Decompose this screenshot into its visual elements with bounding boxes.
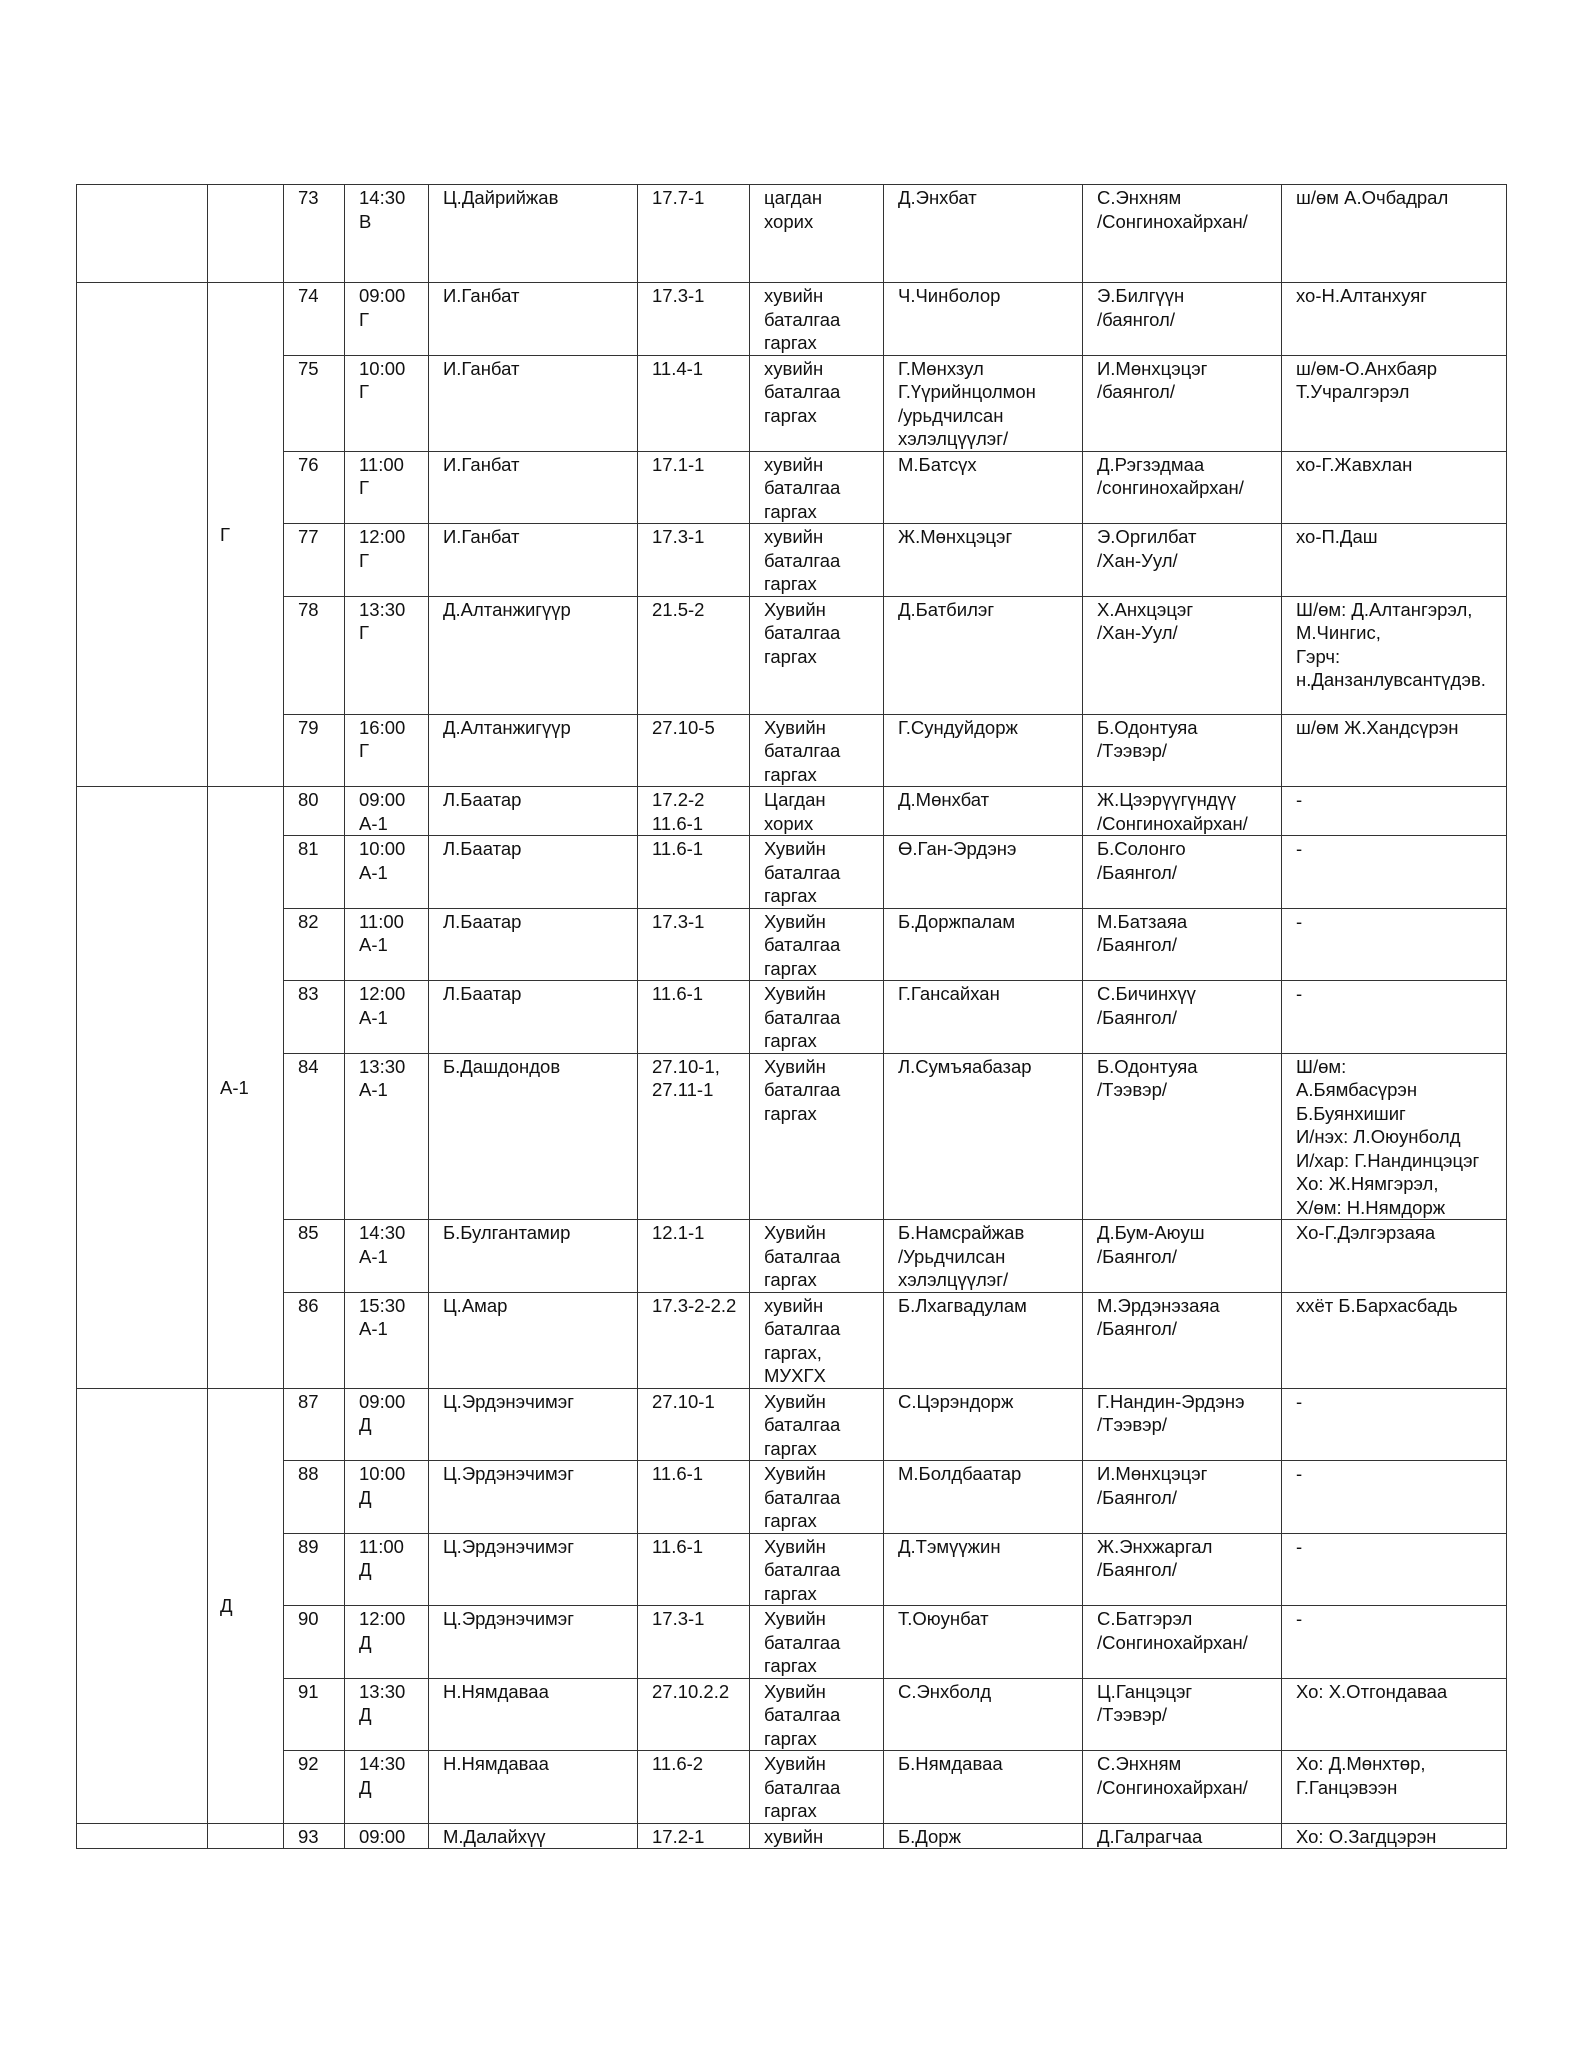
court-schedule-table (76, 184, 1507, 1849)
row-number-cell: 81 (284, 836, 345, 909)
table-row (77, 283, 1507, 356)
defendant-name-cell: Д.Энхбат (884, 185, 1083, 283)
preventive-measure-cell: Хувийн баталгаа гаргах (750, 1053, 884, 1220)
table-row (77, 1823, 1507, 1849)
criminal-code-article-cell: 27.10.2.2 (638, 1678, 750, 1751)
criminal-code-article-cell: 17.3-1 (638, 524, 750, 597)
table-row (77, 451, 1507, 524)
row-number-cell: 92 (284, 1751, 345, 1824)
preventive-measure-cell: Хувийн баталгаа гаргах (750, 908, 884, 981)
participants-cell: - (1282, 981, 1507, 1054)
criminal-code-article-cell: 17.3-1 (638, 908, 750, 981)
preventive-measure-cell: Хувийн баталгаа гаргах (750, 1678, 884, 1751)
prosecutor-name-cell: Ж.Энхжаргал /Баянгол/ (1083, 1533, 1282, 1606)
preventive-measure-cell: хувийн баталгаа гаргах (750, 451, 884, 524)
empty-column-cell (77, 185, 208, 283)
row-number-cell: 77 (284, 524, 345, 597)
criminal-code-article-cell: 11.6-1 (638, 1533, 750, 1606)
criminal-code-article-cell: 17.1-1 (638, 451, 750, 524)
defendant-name-cell: Д.Мөнхбат (884, 787, 1083, 836)
preventive-measure-cell: Хувийн баталгаа гаргах (750, 1388, 884, 1461)
table-row (77, 981, 1507, 1054)
judge-name-cell: Л.Баатар (429, 836, 638, 909)
courtroom-cell (208, 1823, 284, 1849)
prosecutor-name-cell: М.Батзаяа /Баянгол/ (1083, 908, 1282, 981)
row-number-cell: 79 (284, 714, 345, 787)
participants-cell: ш/өм Ж.Хандсүрэн (1282, 714, 1507, 787)
prosecutor-name-cell: Б.Солонго /Баянгол/ (1083, 836, 1282, 909)
row-number-cell: 86 (284, 1292, 345, 1388)
criminal-code-article-cell: 27.10-1 (638, 1388, 750, 1461)
preventive-measure-cell: хувийн баталгаа гаргах, МУХГХ (750, 1292, 884, 1388)
preventive-measure-cell: хувийн (750, 1823, 884, 1849)
prosecutor-name-cell: С.Батгэрэл /Сонгинохайрхан/ (1083, 1606, 1282, 1679)
row-number-cell: 93 (284, 1823, 345, 1849)
hearing-time-cell: 16:00 Г (345, 714, 429, 787)
courtroom-cell: Д (208, 1388, 284, 1823)
prosecutor-name-cell: М.Эрдэнэзаяа /Баянгол/ (1083, 1292, 1282, 1388)
participants-cell: - (1282, 908, 1507, 981)
preventive-measure-cell: Хувийн баталгаа гаргах (750, 1533, 884, 1606)
row-number-cell: 90 (284, 1606, 345, 1679)
participants-cell: - (1282, 1606, 1507, 1679)
row-number-cell: 87 (284, 1388, 345, 1461)
defendant-name-cell: Б.Намсрайжав /Урьдчилсан хэлэлцүүлэг/ (884, 1220, 1083, 1293)
judge-name-cell: И.Ганбат (429, 451, 638, 524)
prosecutor-name-cell: Э.Оргилбат /Хан-Уул/ (1083, 524, 1282, 597)
criminal-code-article-cell: 21.5-2 (638, 596, 750, 714)
table-row (77, 714, 1507, 787)
hearing-time-cell: 12:00 Г (345, 524, 429, 597)
defendant-name-cell: С.Цэрэндорж (884, 1388, 1083, 1461)
prosecutor-name-cell: Э.Билгүүн /баянгол/ (1083, 283, 1282, 356)
table-row (77, 1606, 1507, 1679)
prosecutor-name-cell: С.Бичинхүү /Баянгол/ (1083, 981, 1282, 1054)
preventive-measure-cell: Хувийн баталгаа гаргах (750, 836, 884, 909)
empty-column-cell (77, 1823, 208, 1849)
table-row (77, 908, 1507, 981)
empty-column-cell (77, 283, 208, 787)
row-number-cell: 83 (284, 981, 345, 1054)
prosecutor-name-cell: Д.Бум-Аюуш /Баянгол/ (1083, 1220, 1282, 1293)
participants-cell: - (1282, 836, 1507, 909)
participants-cell: ш/өм А.Очбадрал (1282, 185, 1507, 283)
criminal-code-article-cell: 27.10-1, 27.11-1 (638, 1053, 750, 1220)
criminal-code-article-cell: 17.3-1 (638, 1606, 750, 1679)
hearing-time-cell: 14:30 Д (345, 1751, 429, 1824)
criminal-code-article-cell: 17.3-2-2.2 (638, 1292, 750, 1388)
defendant-name-cell: Ө.Ган-Эрдэнэ (884, 836, 1083, 909)
judge-name-cell: Ц.Эрдэнэчимэг (429, 1461, 638, 1534)
table-row (77, 1388, 1507, 1461)
defendant-name-cell: Д.Тэмүүжин (884, 1533, 1083, 1606)
hearing-time-cell: 09:00 (345, 1823, 429, 1849)
table-row (77, 1751, 1507, 1824)
table-row (77, 787, 1507, 836)
defendant-name-cell: Г.Мөнхзул Г.Үүрийнцолмон /урьдчилсан хэлэлцүүлэг/ (884, 355, 1083, 451)
row-number-cell: 78 (284, 596, 345, 714)
row-number-cell: 76 (284, 451, 345, 524)
judge-name-cell: И.Ганбат (429, 283, 638, 356)
prosecutor-name-cell: Ц.Ганцэцэг /Тээвэр/ (1083, 1678, 1282, 1751)
preventive-measure-cell: Хувийн баталгаа гаргах (750, 596, 884, 714)
hearing-time-cell: 09:00 Д (345, 1388, 429, 1461)
criminal-code-article-cell: 11.6-1 (638, 1461, 750, 1534)
preventive-measure-cell: хувийн баталгаа гаргах (750, 524, 884, 597)
prosecutor-name-cell: Д.Рэгзэдмаа /сонгинохайрхан/ (1083, 451, 1282, 524)
defendant-name-cell: Б.Нямдаваа (884, 1751, 1083, 1824)
judge-name-cell: Л.Баатар (429, 908, 638, 981)
courtroom-cell (208, 185, 284, 283)
hearing-time-cell: 09:00 А-1 (345, 787, 429, 836)
prosecutor-name-cell: Х.Анхцэцэг /Хан-Уул/ (1083, 596, 1282, 714)
row-number-cell: 85 (284, 1220, 345, 1293)
hearing-time-cell: 13:30 А-1 (345, 1053, 429, 1220)
hearing-time-cell: 14:30 А-1 (345, 1220, 429, 1293)
courtroom-cell: А-1 (208, 787, 284, 1389)
prosecutor-name-cell: Г.Нандин-Эрдэнэ /Тээвэр/ (1083, 1388, 1282, 1461)
judge-name-cell: Ц.Эрдэнэчимэг (429, 1533, 638, 1606)
defendant-name-cell: Л.Сумъяабазар (884, 1053, 1083, 1220)
judge-name-cell: Д.Алтанжигүүр (429, 596, 638, 714)
table-row (77, 1053, 1507, 1220)
judge-name-cell: Н.Нямдаваа (429, 1678, 638, 1751)
hearing-time-cell: 11:00 А-1 (345, 908, 429, 981)
prosecutor-name-cell: Б.Одонтуяа /Тээвэр/ (1083, 1053, 1282, 1220)
empty-column-cell (77, 1388, 208, 1823)
hearing-time-cell: 15:30 А-1 (345, 1292, 429, 1388)
table-row (77, 185, 1507, 283)
preventive-measure-cell: Хувийн баталгаа гаргах (750, 1606, 884, 1679)
judge-name-cell: Д.Алтанжигүүр (429, 714, 638, 787)
participants-cell: ххёт Б.Бархасбадь (1282, 1292, 1507, 1388)
participants-cell: - (1282, 1533, 1507, 1606)
hearing-time-cell: 10:00 Г (345, 355, 429, 451)
prosecutor-name-cell: С.Энхням /Сонгинохайрхан/ (1083, 1751, 1282, 1824)
participants-cell: Ш/өм: А.Бямбасүрэн Б.Буянхишиг И/нэх: Л.Оюунболд И/хар: Г.Нандинцэцэг Хо: Ж.Нямгэрэл, Х/өм: Н.Нямдорж (1282, 1053, 1507, 1220)
criminal-code-article-cell: 27.10-5 (638, 714, 750, 787)
preventive-measure-cell: хувийн баталгаа гаргах (750, 283, 884, 356)
preventive-measure-cell: хувийн баталгаа гаргах (750, 355, 884, 451)
participants-cell: Хо-Г.Дэлгэрзаяа (1282, 1220, 1507, 1293)
criminal-code-article-cell: 11.6-2 (638, 1751, 750, 1824)
defendant-name-cell: Б.Дорж (884, 1823, 1083, 1849)
participants-cell: Хо: О.Загдцэрэн (1282, 1823, 1507, 1849)
participants-cell: хо-П.Даш (1282, 524, 1507, 597)
hearing-time-cell: 12:00 А-1 (345, 981, 429, 1054)
row-number-cell: 89 (284, 1533, 345, 1606)
judge-name-cell: Н.Нямдаваа (429, 1751, 638, 1824)
participants-cell: - (1282, 1388, 1507, 1461)
hearing-time-cell: 14:30 В (345, 185, 429, 283)
courtroom-cell: Г (208, 283, 284, 787)
participants-cell: хо-Г.Жавхлан (1282, 451, 1507, 524)
judge-name-cell: Б.Дашдондов (429, 1053, 638, 1220)
prosecutor-name-cell: И.Мөнхцэцэг /баянгол/ (1083, 355, 1282, 451)
table-row (77, 355, 1507, 451)
defendant-name-cell: Б.Доржпалам (884, 908, 1083, 981)
preventive-measure-cell: Хувийн баталгаа гаргах (750, 1751, 884, 1824)
defendant-name-cell: М.Болдбаатар (884, 1461, 1083, 1534)
table-row (77, 1533, 1507, 1606)
hearing-time-cell: 11:00 Д (345, 1533, 429, 1606)
preventive-measure-cell: цагдан хорих (750, 185, 884, 283)
row-number-cell: 75 (284, 355, 345, 451)
defendant-name-cell: С.Энхболд (884, 1678, 1083, 1751)
criminal-code-article-cell: 12.1-1 (638, 1220, 750, 1293)
row-number-cell: 84 (284, 1053, 345, 1220)
defendant-name-cell: М.Батсүх (884, 451, 1083, 524)
hearing-time-cell: 13:30 Д (345, 1678, 429, 1751)
criminal-code-article-cell: 11.4-1 (638, 355, 750, 451)
hearing-time-cell: 10:00 Д (345, 1461, 429, 1534)
table-row (77, 524, 1507, 597)
prosecutor-name-cell: Д.Галрагчаа (1083, 1823, 1282, 1849)
criminal-code-article-cell: 17.7-1 (638, 185, 750, 283)
prosecutor-name-cell: С.Энхням /Сонгинохайрхан/ (1083, 185, 1282, 283)
prosecutor-name-cell: Ж.Цээрүүгүндүү /Сонгинохайрхан/ (1083, 787, 1282, 836)
judge-name-cell: Ц.Дайрийжав (429, 185, 638, 283)
preventive-measure-cell: Цагдан хорих (750, 787, 884, 836)
preventive-measure-cell: Хувийн баталгаа гаргах (750, 714, 884, 787)
preventive-measure-cell: Хувийн баталгаа гаргах (750, 981, 884, 1054)
participants-cell: - (1282, 1461, 1507, 1534)
judge-name-cell: Ц.Эрдэнэчимэг (429, 1606, 638, 1679)
defendant-name-cell: Д.Батбилэг (884, 596, 1083, 714)
criminal-code-article-cell: 11.6-1 (638, 981, 750, 1054)
participants-cell: Хо: Д.Мөнхтөр, Г.Ганцэвээн (1282, 1751, 1507, 1824)
defendant-name-cell: Б.Лхагвадулам (884, 1292, 1083, 1388)
defendant-name-cell: Г.Гансайхан (884, 981, 1083, 1054)
row-number-cell: 73 (284, 185, 345, 283)
hearing-time-cell: 09:00 Г (345, 283, 429, 356)
judge-name-cell: Ц.Эрдэнэчимэг (429, 1388, 638, 1461)
table-row (77, 596, 1507, 714)
prosecutor-name-cell: И.Мөнхцэцэг /Баянгол/ (1083, 1461, 1282, 1534)
judge-name-cell: М.Далайхүү (429, 1823, 638, 1849)
preventive-measure-cell: Хувийн баталгаа гаргах (750, 1461, 884, 1534)
prosecutor-name-cell: Б.Одонтуяа /Тээвэр/ (1083, 714, 1282, 787)
hearing-time-cell: 10:00 А-1 (345, 836, 429, 909)
row-number-cell: 80 (284, 787, 345, 836)
participants-cell: ш/өм-О.Анхбаяр Т.Учралгэрэл (1282, 355, 1507, 451)
row-number-cell: 82 (284, 908, 345, 981)
table-row (77, 1678, 1507, 1751)
judge-name-cell: Ц.Амар (429, 1292, 638, 1388)
participants-cell: хо-Н.Алтанхуяг (1282, 283, 1507, 356)
judge-name-cell: Л.Баатар (429, 787, 638, 836)
criminal-code-article-cell: 17.3-1 (638, 283, 750, 356)
empty-column-cell (77, 787, 208, 1389)
participants-cell: Хо: Х.Отгондаваа (1282, 1678, 1507, 1751)
participants-cell: - (1282, 787, 1507, 836)
judge-name-cell: И.Ганбат (429, 355, 638, 451)
hearing-time-cell: 11:00 Г (345, 451, 429, 524)
judge-name-cell: Л.Баатар (429, 981, 638, 1054)
defendant-name-cell: Т.Оюунбат (884, 1606, 1083, 1679)
table-row (77, 1461, 1507, 1534)
row-number-cell: 88 (284, 1461, 345, 1534)
hearing-time-cell: 12:00 Д (345, 1606, 429, 1679)
table-row (77, 836, 1507, 909)
hearing-time-cell: 13:30 Г (345, 596, 429, 714)
participants-cell: Ш/өм: Д.Алтангэрэл, М.Чингис, Гэрч: н.Данзанлувсантүдэв. (1282, 596, 1507, 714)
row-number-cell: 74 (284, 283, 345, 356)
defendant-name-cell: Г.Сундуйдорж (884, 714, 1083, 787)
table-row (77, 1292, 1507, 1388)
judge-name-cell: Б.Булгантамир (429, 1220, 638, 1293)
defendant-name-cell: Ж.Мөнхцэцэг (884, 524, 1083, 597)
table-row (77, 1220, 1507, 1293)
row-number-cell: 91 (284, 1678, 345, 1751)
judge-name-cell: И.Ганбат (429, 524, 638, 597)
criminal-code-article-cell: 17.2-2 11.6-1 (638, 787, 750, 836)
criminal-code-article-cell: 11.6-1 (638, 836, 750, 909)
defendant-name-cell: Ч.Чинболор (884, 283, 1083, 356)
preventive-measure-cell: Хувийн баталгаа гаргах (750, 1220, 884, 1293)
criminal-code-article-cell: 17.2-1 (638, 1823, 750, 1849)
